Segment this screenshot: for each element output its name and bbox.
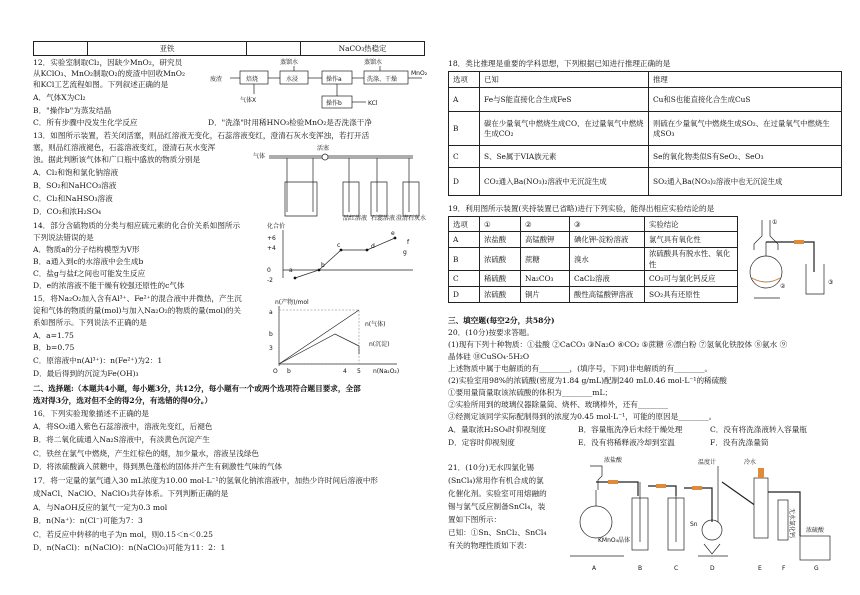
q17-line: 17．将一定量的氯气通入30 mL浓度为10.00 mol·L⁻¹的氢氧化钠浓溶液中，加热少许时间后溶液中形 [33,476,379,485]
q15-option: A．a=1.75 [33,331,74,340]
q18-table [448,71,842,196]
q13-line: 塞，则品红溶液褪色，石蕊溶液变红，澄清石灰水变浑 [33,143,216,152]
section2-heading: 选对得3分，选对但不全的得2分，有选错的得0分。） [33,396,213,405]
apparatus-letter: D [710,565,715,572]
q18-cell: A [449,88,480,112]
q19-header: 实验结论 [645,217,738,232]
valve-label: 活塞 [317,145,330,152]
q19-cell: 碘化钾-淀粉溶液 [570,232,645,248]
ytick: b [269,331,273,338]
q20-option: D．定容时仰视刻度 [448,438,515,447]
point-label: a [289,267,293,274]
flow-node-label: 洗涤、干燥 [367,76,398,83]
flow-output-label: KCl [368,100,378,107]
curve-label: n(沉淀) [369,341,390,348]
q19-header: ② [521,217,570,232]
q20-option: A．量取浓H₂SO₄时仰视刻度 [448,425,546,434]
flow-top-label: 蒸馏水 [280,59,299,66]
bottle-label: 石蕊溶液 [371,215,396,222]
xtick: O [273,368,278,375]
q20-option: B．容量瓶洗净后未经干燥处理 [578,425,683,434]
q19-cell: 稀硫酸 [480,271,521,287]
q17-line: 成NaCl、NaClO、NaClO₃共存体系。下列判断正确的是 [33,489,229,498]
q19-cell: SO₂具有还原性 [645,287,738,303]
q21-line: (SnCl₄)常用作有机合成的氯 [448,476,544,485]
flow-node-label: 操作a [326,76,342,83]
apparatus-label: ② [780,283,786,290]
flow-node-label: 焙烧 [246,76,259,83]
xtick: 5 [357,368,361,375]
q17-option: B．n(Na⁺)：n(Cl⁻)可能为7：3 [33,516,143,525]
q20-line: ②实验所用到的玻璃仪器除量筒、烧杯、玻璃棒外，还有________ [448,400,669,409]
q18-header: 已知 [480,72,649,88]
point-label: e [391,230,395,237]
q19-cell: C [449,271,480,287]
valve-icon [322,154,328,160]
ytick: 0 [267,267,271,274]
q18-cell: Cu和S也能直接化合生成CuS [649,88,842,112]
q20-line: ①要用量筒量取该浓硫酸的体积为________mL； [448,388,613,397]
q21-line: 21．(10分)无水四氯化锡 [448,463,534,472]
apparatus-label: 浓硫酸 [806,527,825,534]
q21-line: 化催化剂。实验室可用熔融的 [448,489,547,498]
top-table-cell: NaCO₃热稳定 [301,42,425,56]
q19-cell: 溴水 [570,248,645,271]
q18-cell: 碳在少量氧气中燃烧生成CO、在过量氧气中燃烧生成CO₂ [480,112,649,146]
q16-option: B．将二氧化硫通入Na₂S溶液中，有淡黄色沉淀产生 [33,435,210,444]
q14-option: D．e的浓溶液不能干燥有较强还原性的c气体 [33,281,185,290]
q21-line: 置如下图所示： [448,515,502,524]
q18-cell: SO₂通入Ba(NO₃)₂溶液中也无沉淀生成 [649,168,842,196]
apparatus-label: 冷水 [744,459,757,466]
q20-line: 上述物质中属于电解质的有________，(填序号，下同)非电解质的有________。 [448,364,713,373]
flow-node-label: 操作b [326,100,342,107]
q18-cell: S、Se属于VIA族元素 [480,146,649,168]
xtick: 4 [343,368,347,375]
q13-option: A．Cl₂和饱和氯化钠溶液 [33,168,119,177]
q12-line: 和KCl工艺流程如图。下列叙述正确的是 [33,80,169,89]
bottle-label: 品红溶液 [343,215,368,222]
q14-line: 14．部分含硫物质的分类与相应硫元素的化合价关系如图所示 [33,221,241,230]
q17-option: A．与NaOH反应的氯气一定为0.3 mol [33,503,168,512]
q20-option: E．没有将稀释液冷却到室温 [578,438,675,447]
q19-cell: A [449,232,480,248]
ytick: +4 [267,245,276,252]
q15-option: C．原溶液中n(Al³⁺)：n(Fe²⁺)为2：1 [33,356,163,365]
apparatus-label: 温度计 [698,459,717,466]
q12-flow-diagram [208,56,426,112]
top-table-cell: 亚铁 [88,42,247,56]
q19-cell: B [449,248,480,271]
gas-label: 气体 [253,153,266,160]
q18-header: 选项 [449,72,480,88]
q12-option: B．"操作b"为蒸发结晶 [33,106,112,115]
point-label: d [371,243,375,250]
q16-option: D．将浓硫酸滴入蔗糖中，得到黑色蓬松的固体并产生有刺激性气味的气体 [33,462,283,471]
q19-cell: CO₂可与氯化钙反应 [645,271,738,287]
q12-option: C．所有步骤中没发生化学反应 [33,118,138,127]
top-table-cell [247,42,301,56]
axis-label: n(Na₂O₂) [373,368,400,375]
q14-option: C．盐g与盐f之间也可能发生反应 [33,269,146,278]
q15-option: D．最后得到的沉淀为Fe(OH)₃ [33,369,139,378]
apparatus-letter: G [814,565,819,572]
ytick: 3 [269,345,273,352]
section2-heading: 二、选择题:（本题共4小题，每小题3分，共12分，每小题有一个或两个选项符合题目要求，全部 [33,384,361,393]
q16-option: C．铁丝在氯气中燃烧，产生红棕色的烟，加少量水，溶液呈浅绿色 [33,449,260,458]
q21-line: 锡与氯气反应制备SnCl₄，装 [448,502,546,511]
q15-option: B．b=0.75 [33,343,75,352]
q20-option: F．没有洗涤量筒 [710,438,769,447]
q20-line: ③经测定该同学实际配制得到的浓度为0.45 mol·L⁻¹，可能的原因是________。 [448,412,717,421]
q19-cell: CaCl₂溶液 [570,271,645,287]
q13-option: C．Cl₂和NaHSO₃溶液 [33,194,113,203]
point-label: c [337,242,341,249]
q18-cell: 则硫在少量氧气中燃烧生成SO₂、在过量氧气中燃烧生成SO₃ [649,112,842,146]
q19-cell: D [449,287,480,303]
q18-header: 推理 [649,72,842,88]
bottle-label: 澄清石灰水 [396,215,427,222]
q19-cell: 浓硫酸具有脱水性、氧化性 [645,248,738,271]
q21-apparatus [568,452,842,588]
apparatus-label: KMnO₄晶体 [598,537,631,544]
q14-option: A．物质a的分子结构模型为V形 [33,245,140,254]
q16-option: A．将SO₂通入紫色石蕊溶液中，溶液先变红，后褪色 [33,422,213,431]
q18-stem: 18．类比推理是重要的学科思想，下列根据已知进行推理正确的是 [448,59,671,68]
q12-line: 从KClO₃、MnO₂制取O₂的废渣中回收MnO₂ [33,69,186,78]
apparatus-letter: E [758,565,762,572]
q13-apparatus [253,142,427,222]
flow-start-label: 废渣 [210,76,223,83]
q19-cell: 氯气具有氧化性 [645,232,738,248]
q19-header: 选项 [449,217,480,232]
q19-cell: 浓盐酸 [480,232,521,248]
section3-heading: 三、填空题(每空2分，共58分) [448,316,555,325]
q21-line: 有关的物理性质如下表： [448,541,532,550]
q18-cell: B [449,112,480,146]
q19-header: ① [480,217,521,232]
top-table-cell [34,42,88,56]
q17-option: C．若反应中转移的电子为n mol，则0.15＜n＜0.25 [33,530,213,539]
q13-option: B．SO₂和NaHCO₃溶液 [33,181,117,190]
q19-cell: 高锰酸钾 [521,232,570,248]
q19-stem: 19．利用图所示装置(夹持装置已省略)进行下列实验，能得出相应实验结论的是 [448,204,715,213]
q15-line: 系如图所示。下列说法不正确的是 [33,318,147,327]
q12-line: 12．实验室制取Cl₂，因缺少MnO₂，研究员 [33,58,183,67]
q19-apparatus [744,212,842,304]
q20-line: 20．(10分)按要求答题。 [448,328,534,337]
point-label: f [407,239,410,246]
flow-output-label: MnO₂ [411,70,428,77]
apparatus-label: Sn [690,521,698,528]
q19-cell: 浓硫酸 [480,287,521,303]
q19-table [448,216,738,303]
tube-highlight [794,240,804,244]
point-label: b [321,262,325,269]
q12-option: A．气体X为Cl₂ [33,93,86,102]
q20-line: (1)现有下列十种物质：①盐酸 ②CaCO₃ ③Na₂O ④CO₂ ⑤蔗糖 ⑥漂白粉 ⑦氢氧化铁胶体 ⑧氨水 ⑨ [448,340,788,349]
apparatus-letter: A [592,565,597,572]
top-table [33,41,425,56]
q13-option: D．CO₂和浓H₂SO₄ [33,207,102,216]
apparatus-letter: F [782,565,786,572]
apparatus-label: ③ [828,279,834,286]
q14-line: 下列说法错误的是 [33,233,94,242]
axis-label: n(产物)/mol [275,299,309,306]
q12-option: D．"洗涤"时用稀HNO₃检验MnO₂是否洗涤干净 [208,118,372,127]
q15-graph [265,296,425,376]
q19-cell: 浓硫酸 [480,248,521,271]
q15-line: 15．将Na₂O₂加入含有Al³⁺、Fe²⁺的混合液中并微热，产生沉 [33,294,242,303]
q16-stem: 16．下列实验现象描述不正确的是 [33,409,149,418]
q18-cell: C [449,146,480,168]
q21-line: 已知：①Sn、SnCl₂、SnCl₄ [448,528,547,537]
q13-line: 浊。据此判断该气体和广口瓶中盛放的物质分别是 [33,155,201,164]
apparatus-label: 无水氯化钙 [788,508,795,539]
ytick: -2 [267,277,273,284]
q19-cell: 酸性高锰酸钾溶液 [570,287,645,303]
apparatus-letter: C [674,565,679,572]
q19-cell: 铜片 [521,287,570,303]
ytick: +6 [267,235,276,242]
flow-node-label: 水浸 [286,76,299,83]
q18-cell: CO₂通入Ba(NO₃)₂溶液中无沉淀生成 [480,168,649,196]
q20-line: 晶体硅 ⑩CuSO₄·5H₂O [448,352,530,361]
apparatus-label: 浓盐酸 [604,457,623,464]
axis-label: 化合价 [267,223,286,230]
q18-cell: Fe与S能直接化合生成FeS [480,88,649,112]
q19-cell: Na₂CO₃ [521,271,570,287]
q14-option: B．a通入到c的水溶液中会生成b [33,257,144,266]
flow-top-label: 蒸馏水 [364,59,383,66]
point-label: g [403,249,407,256]
q18-cell: Se的氧化物类似S有SeO₂、SeO₃ [649,146,842,168]
q14-graph [263,220,423,288]
flow-output-label: 气体X [240,97,257,104]
apparatus-label: ① [772,219,778,226]
xtick: b [287,368,291,375]
q20-option: C．没有将洗涤液转入容量瓶 [710,425,807,434]
q18-cell: D [449,168,480,196]
q19-header: ③ [570,217,645,232]
q20-line: (2)实验室用98%的浓硫酸(密度为1.84 g/mL)配制240 mL0.46 mol·L⁻¹的稀硫酸 [448,376,727,385]
q13-line: 13．如图所示装置，若关闭活塞，则品红溶液无变化，石蕊溶液变红，澄清石灰水变浑浊，若打开活 [33,131,370,140]
apparatus-letter: B [638,565,643,572]
q19-cell: 蔗糖 [521,248,570,271]
ytick: a [269,309,273,316]
q15-line: 淀和气体的物质的量(mol)与加入Na₂O₂的物质的量(mol)的关 [33,306,242,315]
q17-option: D．n(NaCl)：n(NaClO)：n(NaClO₃)可能为11：2：1 [33,543,226,552]
curve-label: n(气体) [365,321,386,328]
